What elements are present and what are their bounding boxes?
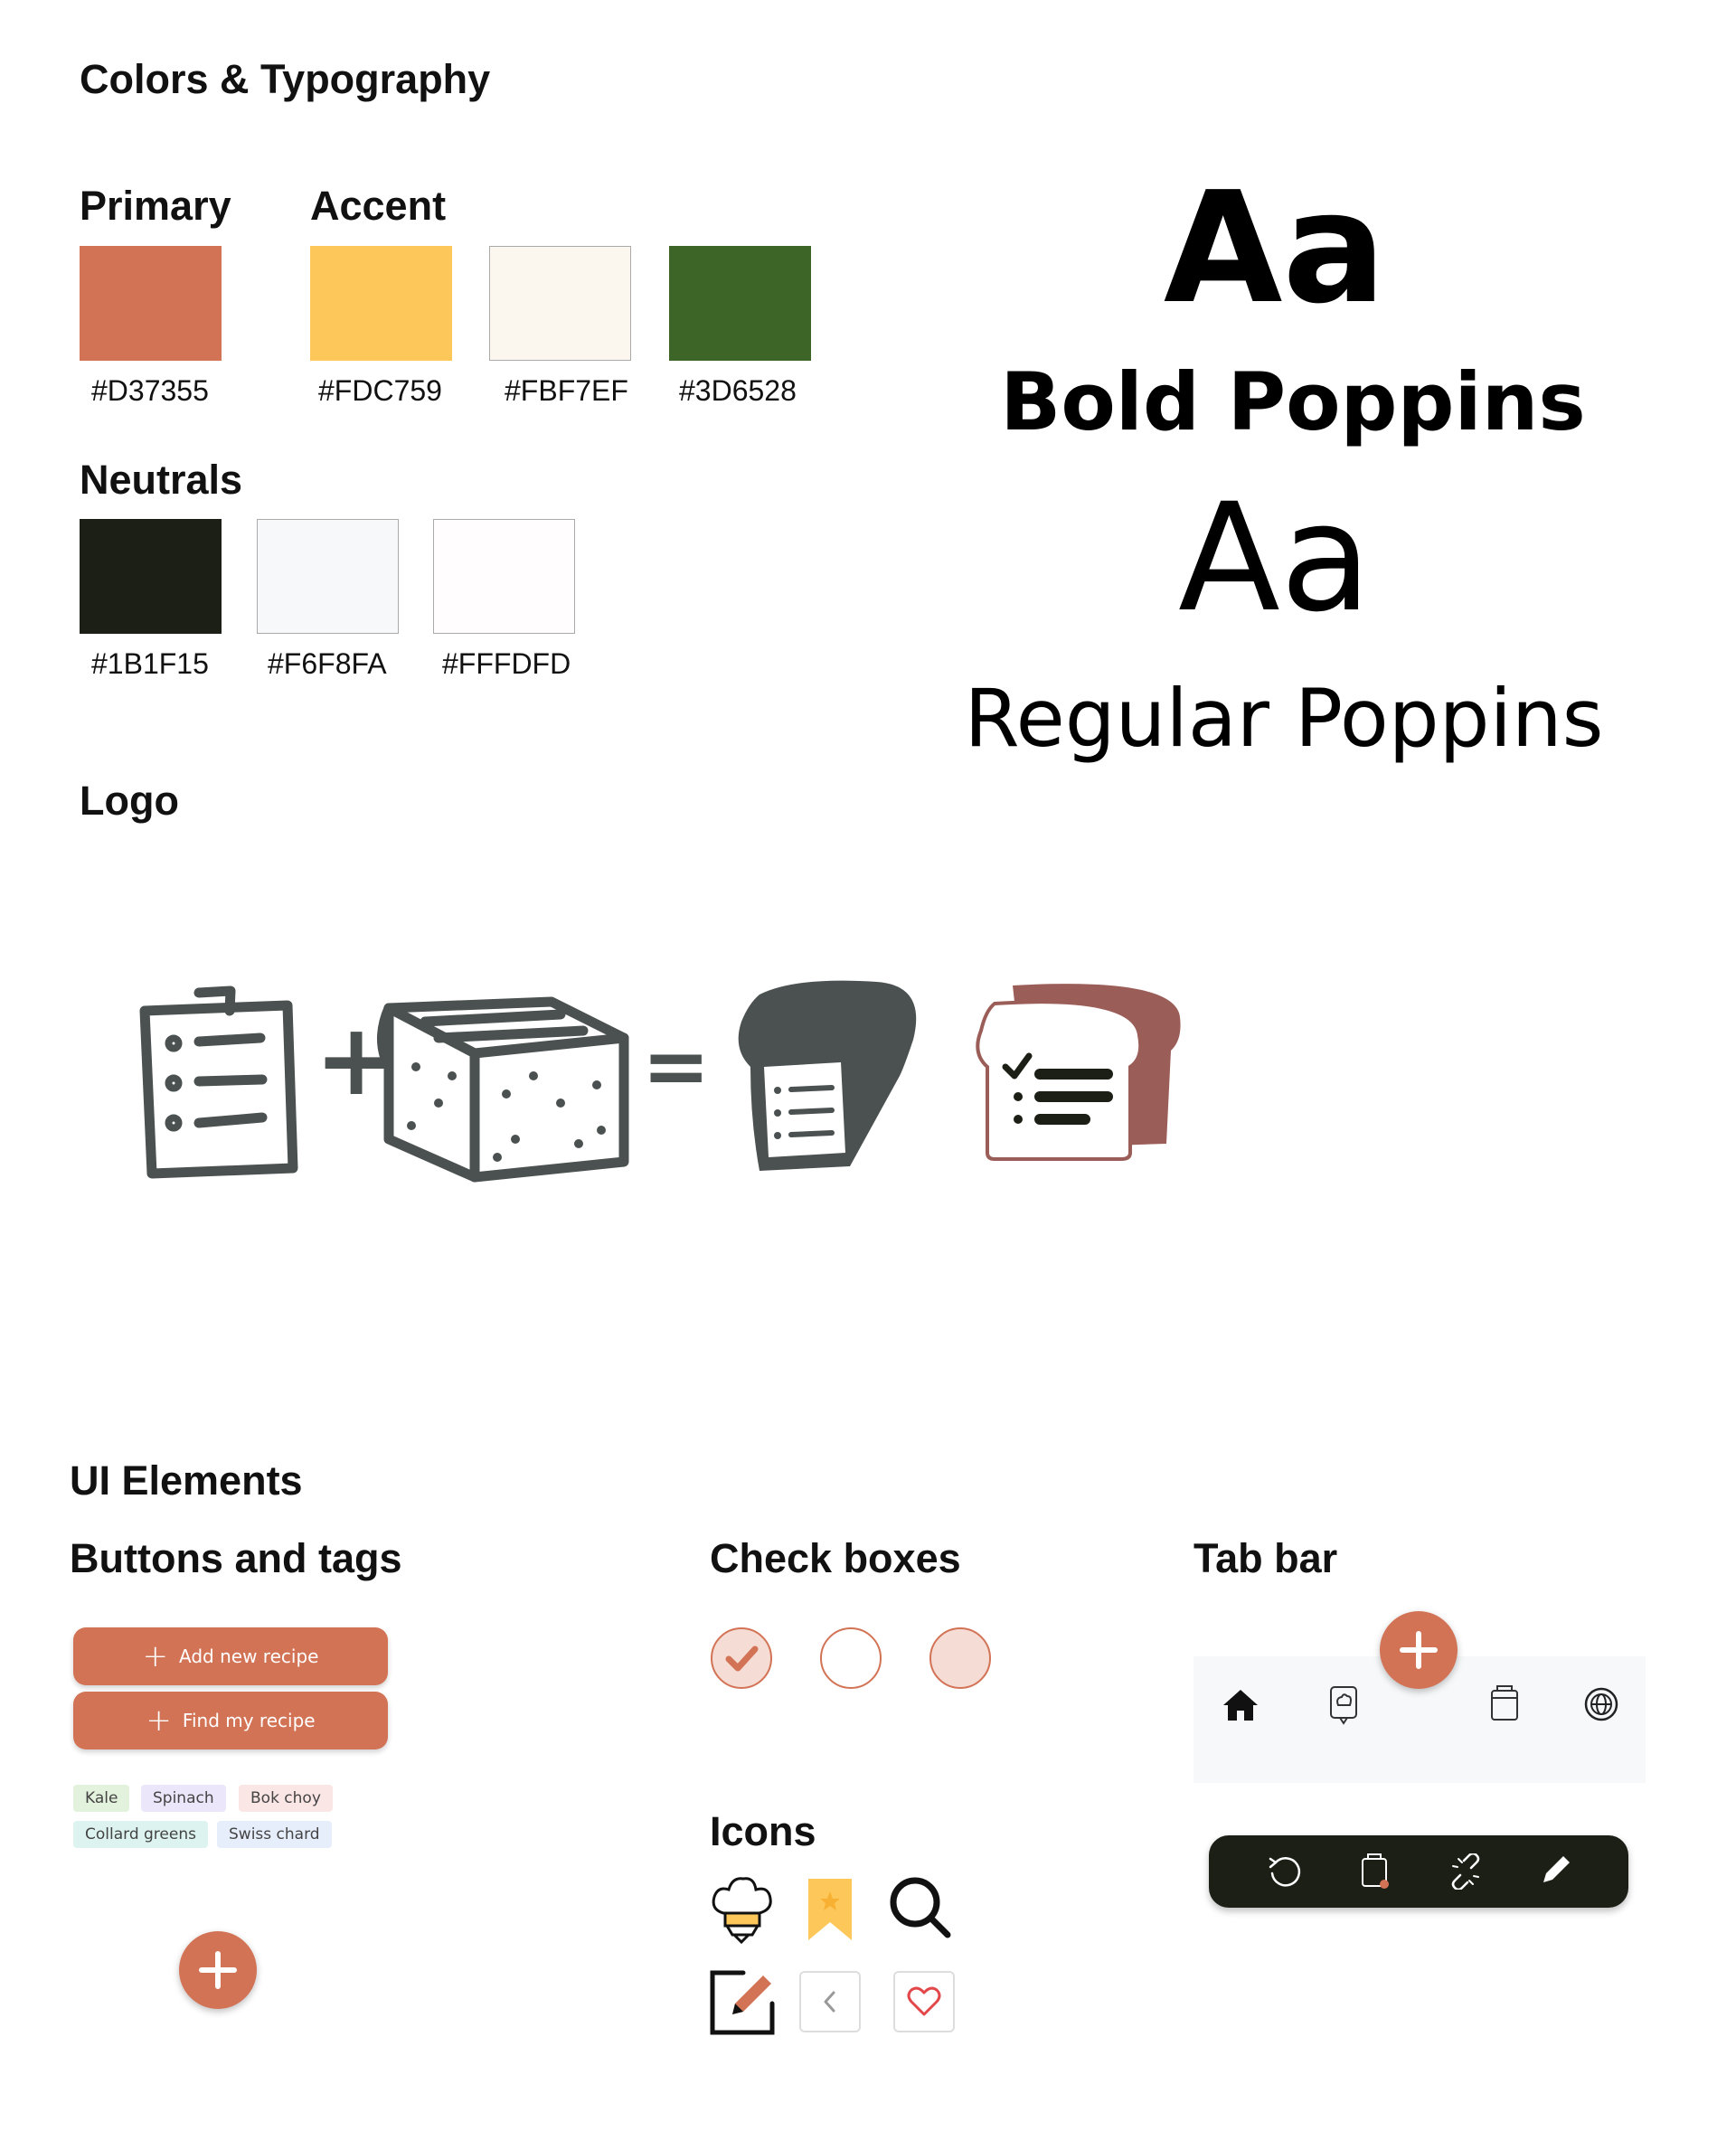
checkmark-icon bbox=[712, 1629, 770, 1687]
refresh-icon[interactable] bbox=[1265, 1853, 1305, 1890]
checkbox-unchecked[interactable] bbox=[820, 1627, 882, 1689]
tag-spinach[interactable]: Spinach bbox=[141, 1785, 226, 1812]
bread-list-sketch-icon bbox=[739, 981, 917, 1171]
swatch-accent-yellow bbox=[310, 246, 452, 361]
swatch-hex-neutral-white: #FFFDFD bbox=[442, 647, 571, 680]
toaster-bread-sketch-icon bbox=[382, 1002, 625, 1177]
icons-heading: Icons bbox=[710, 1808, 816, 1854]
toaster-dots bbox=[407, 1062, 606, 1162]
swatch-accent-cream bbox=[489, 246, 631, 361]
home-icon[interactable] bbox=[1221, 1685, 1260, 1725]
tag-swiss-chard[interactable]: Swiss chard bbox=[217, 1821, 332, 1848]
chef-hat-badge-icon[interactable] bbox=[1324, 1683, 1363, 1727]
broken-link-icon[interactable] bbox=[1446, 1853, 1486, 1890]
accent-heading: Accent bbox=[310, 183, 447, 229]
logo-plus-symbol: + bbox=[315, 1002, 399, 1117]
swatch-neutral-white bbox=[433, 519, 575, 634]
logo-heading: Logo bbox=[80, 778, 179, 824]
globe-icon[interactable] bbox=[1582, 1685, 1620, 1723]
plus-icon: + bbox=[146, 1702, 172, 1739]
swatch-primary bbox=[80, 246, 222, 361]
bold-font-sample: Aa bbox=[1163, 159, 1387, 338]
tag-kale[interactable]: Kale bbox=[73, 1785, 129, 1812]
buttons-tags-heading: Buttons and tags bbox=[70, 1535, 402, 1581]
swatch-neutral-black bbox=[80, 519, 222, 634]
plus-icon: + bbox=[142, 1638, 169, 1674]
heart-icon bbox=[906, 1985, 942, 2018]
neutrals-heading: Neutrals bbox=[80, 457, 243, 503]
checkbox-filled[interactable] bbox=[929, 1627, 991, 1689]
bookmark-star-icon bbox=[805, 1875, 855, 1944]
bread-checklist-logo-icon bbox=[977, 984, 1180, 1159]
add-fab-icon bbox=[1399, 1630, 1439, 1670]
recipe-book-icon[interactable] bbox=[1486, 1683, 1523, 1723]
find-my-recipe-button[interactable] bbox=[73, 1692, 388, 1749]
chef-hat-icon bbox=[707, 1873, 776, 1946]
regular-font-name: Regular Poppins bbox=[964, 672, 1604, 765]
check-boxes-heading: Check boxes bbox=[710, 1535, 961, 1581]
search-icon bbox=[886, 1873, 955, 1942]
section-title-colors-typography: Colors & Typography bbox=[80, 56, 491, 102]
tag-collard-greens[interactable]: Collard greens bbox=[73, 1821, 208, 1848]
tab-bar-add-fab[interactable] bbox=[1380, 1611, 1458, 1689]
chevron-left-icon bbox=[816, 1988, 844, 2015]
swatch-hex-accent-yellow: #FDC759 bbox=[318, 374, 442, 407]
action-toolbar bbox=[1209, 1835, 1628, 1908]
add-new-recipe-button[interactable] bbox=[73, 1627, 388, 1685]
logo-sketch-row bbox=[127, 967, 1194, 1202]
checkbox-checked[interactable] bbox=[711, 1627, 772, 1689]
swatch-hex-accent-green: #3D6528 bbox=[679, 374, 797, 407]
tab-bar-heading: Tab bar bbox=[1194, 1535, 1338, 1581]
swatch-hex-primary: #D37355 bbox=[91, 374, 209, 407]
pencil-icon[interactable] bbox=[1538, 1852, 1574, 1888]
find-my-recipe-label: Find my recipe bbox=[182, 1710, 316, 1731]
plus-icon bbox=[198, 1950, 238, 1990]
edit-icon bbox=[707, 1967, 779, 2036]
clipboard-sketch-icon bbox=[145, 991, 293, 1174]
back-button[interactable] bbox=[799, 1971, 861, 2032]
swatch-hex-neutral-black: #1B1F15 bbox=[91, 647, 209, 680]
swatch-hex-accent-cream: #FBF7EF bbox=[505, 374, 628, 407]
primary-heading: Primary bbox=[80, 183, 231, 229]
favorite-button[interactable] bbox=[893, 1971, 955, 2032]
add-fab-button[interactable] bbox=[179, 1931, 257, 2009]
section-title-ui-elements: UI Elements bbox=[70, 1457, 303, 1504]
swatch-accent-green bbox=[669, 246, 811, 361]
tag-bok-choy[interactable]: Bok choy bbox=[239, 1785, 333, 1812]
regular-font-sample: Aa bbox=[1178, 471, 1372, 645]
swatch-hex-neutral-light: #F6F8FA bbox=[268, 647, 387, 680]
add-new-recipe-label: Add new recipe bbox=[179, 1645, 319, 1667]
logo-equals-symbol: = bbox=[642, 1019, 711, 1114]
swatch-neutral-light bbox=[257, 519, 399, 634]
recipe-book-add-icon[interactable] bbox=[1357, 1852, 1393, 1891]
bold-font-name: Bold Poppins bbox=[1000, 355, 1586, 448]
